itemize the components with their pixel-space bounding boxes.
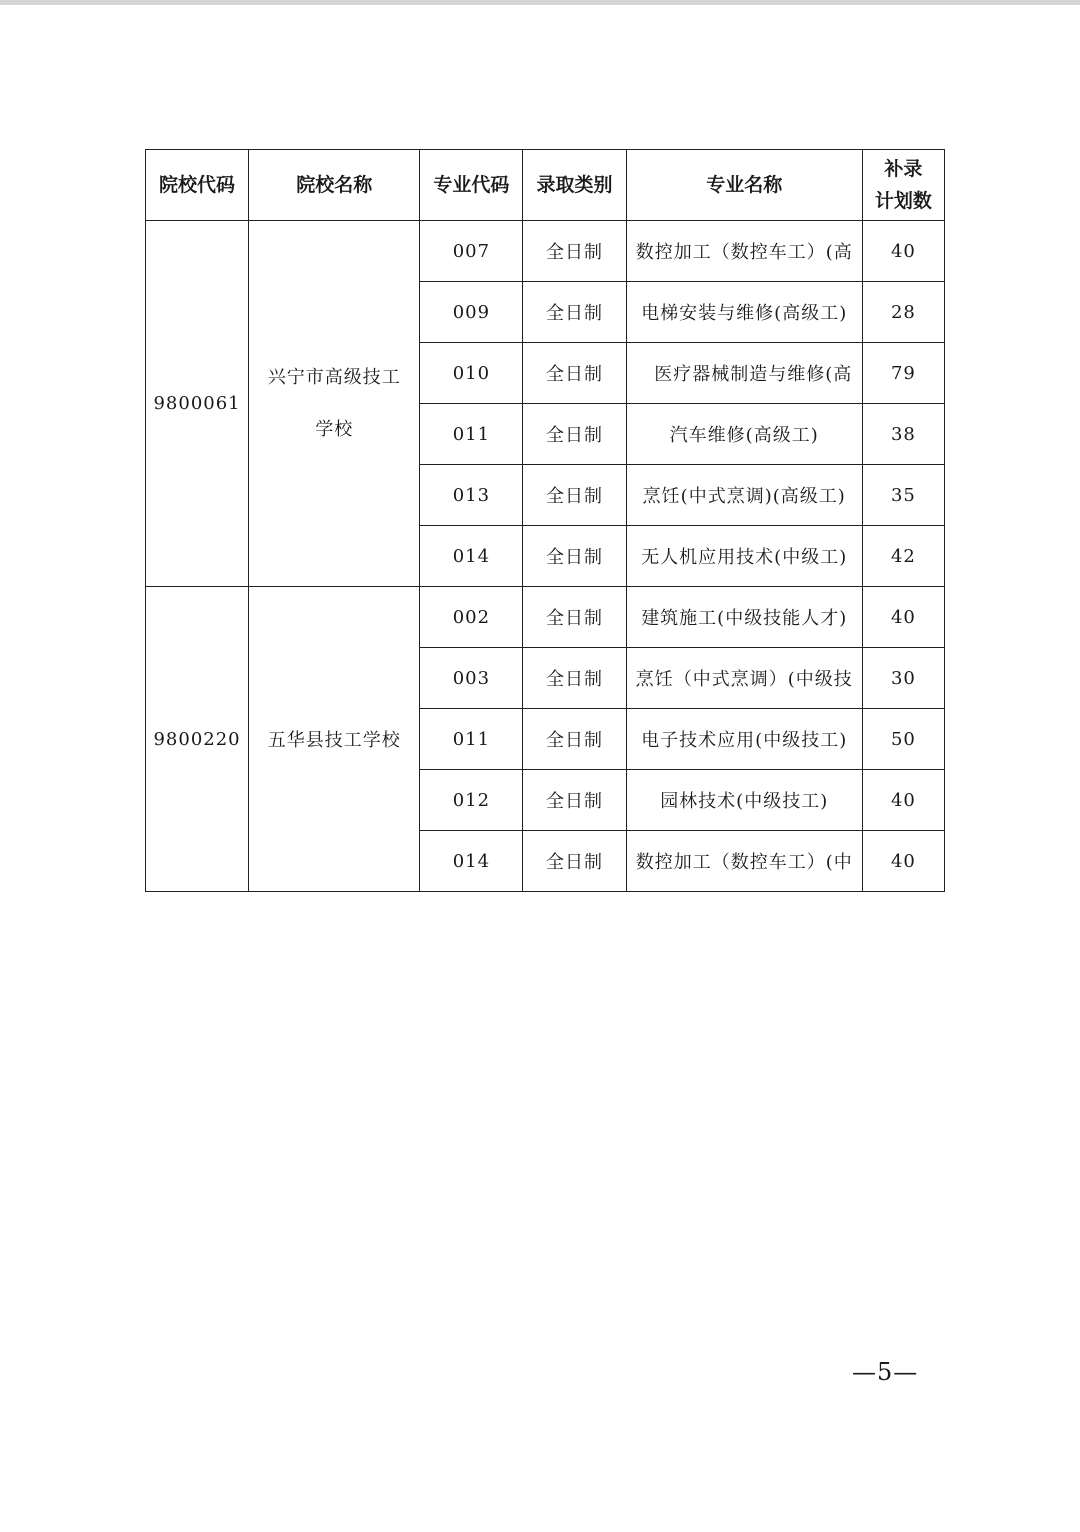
major-name-cell: 园林技术(中级技工) — [626, 770, 862, 831]
major-code-cell: 010 — [420, 343, 523, 404]
major-name-cell: 数控加工（数控车工）(中 — [626, 831, 862, 892]
header-plan-line1: 补录 — [884, 158, 923, 180]
major-code-cell: 007 — [420, 221, 523, 282]
admission-type-cell: 全日制 — [523, 465, 626, 526]
major-code-cell: 014 — [420, 831, 523, 892]
admission-type-cell: 全日制 — [523, 282, 626, 343]
header-school-code: 院校代码 — [146, 150, 249, 221]
admission-type-cell: 全日制 — [523, 404, 626, 465]
plan-count-cell: 40 — [862, 770, 944, 831]
plan-count-cell: 28 — [862, 282, 944, 343]
admission-type-cell: 全日制 — [523, 221, 626, 282]
school-name-cell — [249, 221, 420, 587]
plan-count-cell: 40 — [862, 831, 944, 892]
header-school-name: 院校名称 — [249, 150, 420, 221]
major-name-cell: 烹饪(中式烹调)(高级工) — [626, 465, 862, 526]
major-name-cell: 烹饪（中式烹调）(中级技 — [626, 648, 862, 709]
header-plan-count — [862, 150, 944, 221]
admission-type-cell: 全日制 — [523, 526, 626, 587]
school-name-cell: 五华县技工学校 — [249, 587, 420, 892]
plan-count-cell: 38 — [862, 404, 944, 465]
major-code-cell: 009 — [420, 282, 523, 343]
admission-type-cell: 全日制 — [523, 587, 626, 648]
plan-count-cell: 50 — [862, 709, 944, 770]
admission-type-cell: 全日制 — [523, 770, 626, 831]
plan-count-cell: 35 — [862, 465, 944, 526]
major-code-cell: 011 — [420, 404, 523, 465]
page-number: —5— — [852, 1358, 919, 1386]
school-code-cell: 9800061 — [146, 221, 249, 587]
top-border — [0, 0, 1080, 5]
admission-type-cell: 全日制 — [523, 343, 626, 404]
header-major-code: 专业代码 — [420, 150, 523, 221]
major-name-cell: 电梯安装与维修(高级工) — [626, 282, 862, 343]
major-code-cell: 002 — [420, 587, 523, 648]
major-name-cell: 电子技术应用(中级技工) — [626, 709, 862, 770]
header-plan-line2: 计划数 — [874, 190, 932, 212]
header-major-name: 专业名称 — [626, 150, 862, 221]
table-row — [146, 587, 945, 648]
major-code-cell: 011 — [420, 709, 523, 770]
school-name-line1: 兴宁市高级技工 — [267, 366, 401, 388]
school-name-line2: 学校 — [315, 418, 354, 440]
major-code-cell: 012 — [420, 770, 523, 831]
major-name-cell: 医疗器械制造与维修(高 — [626, 343, 862, 404]
major-name-cell: 建筑施工(中级技能人才) — [626, 587, 862, 648]
plan-count-cell: 40 — [862, 221, 944, 282]
major-name-cell: 数控加工（数控车工）(高 — [626, 221, 862, 282]
table-row — [146, 221, 945, 282]
plan-count-cell: 42 — [862, 526, 944, 587]
admission-type-cell: 全日制 — [523, 709, 626, 770]
enrollment-plan-table — [145, 149, 945, 892]
header-admission-type: 录取类别 — [523, 150, 626, 221]
plan-count-cell: 30 — [862, 648, 944, 709]
admission-type-cell: 全日制 — [523, 831, 626, 892]
table-header-row — [146, 150, 945, 221]
admission-type-cell: 全日制 — [523, 648, 626, 709]
major-code-cell: 014 — [420, 526, 523, 587]
major-name-cell: 汽车维修(高级工) — [626, 404, 862, 465]
major-name-cell: 无人机应用技术(中级工) — [626, 526, 862, 587]
school-code-cell: 9800220 — [146, 587, 249, 892]
major-code-cell: 013 — [420, 465, 523, 526]
plan-count-cell: 79 — [862, 343, 944, 404]
major-code-cell: 003 — [420, 648, 523, 709]
plan-count-cell: 40 — [862, 587, 944, 648]
